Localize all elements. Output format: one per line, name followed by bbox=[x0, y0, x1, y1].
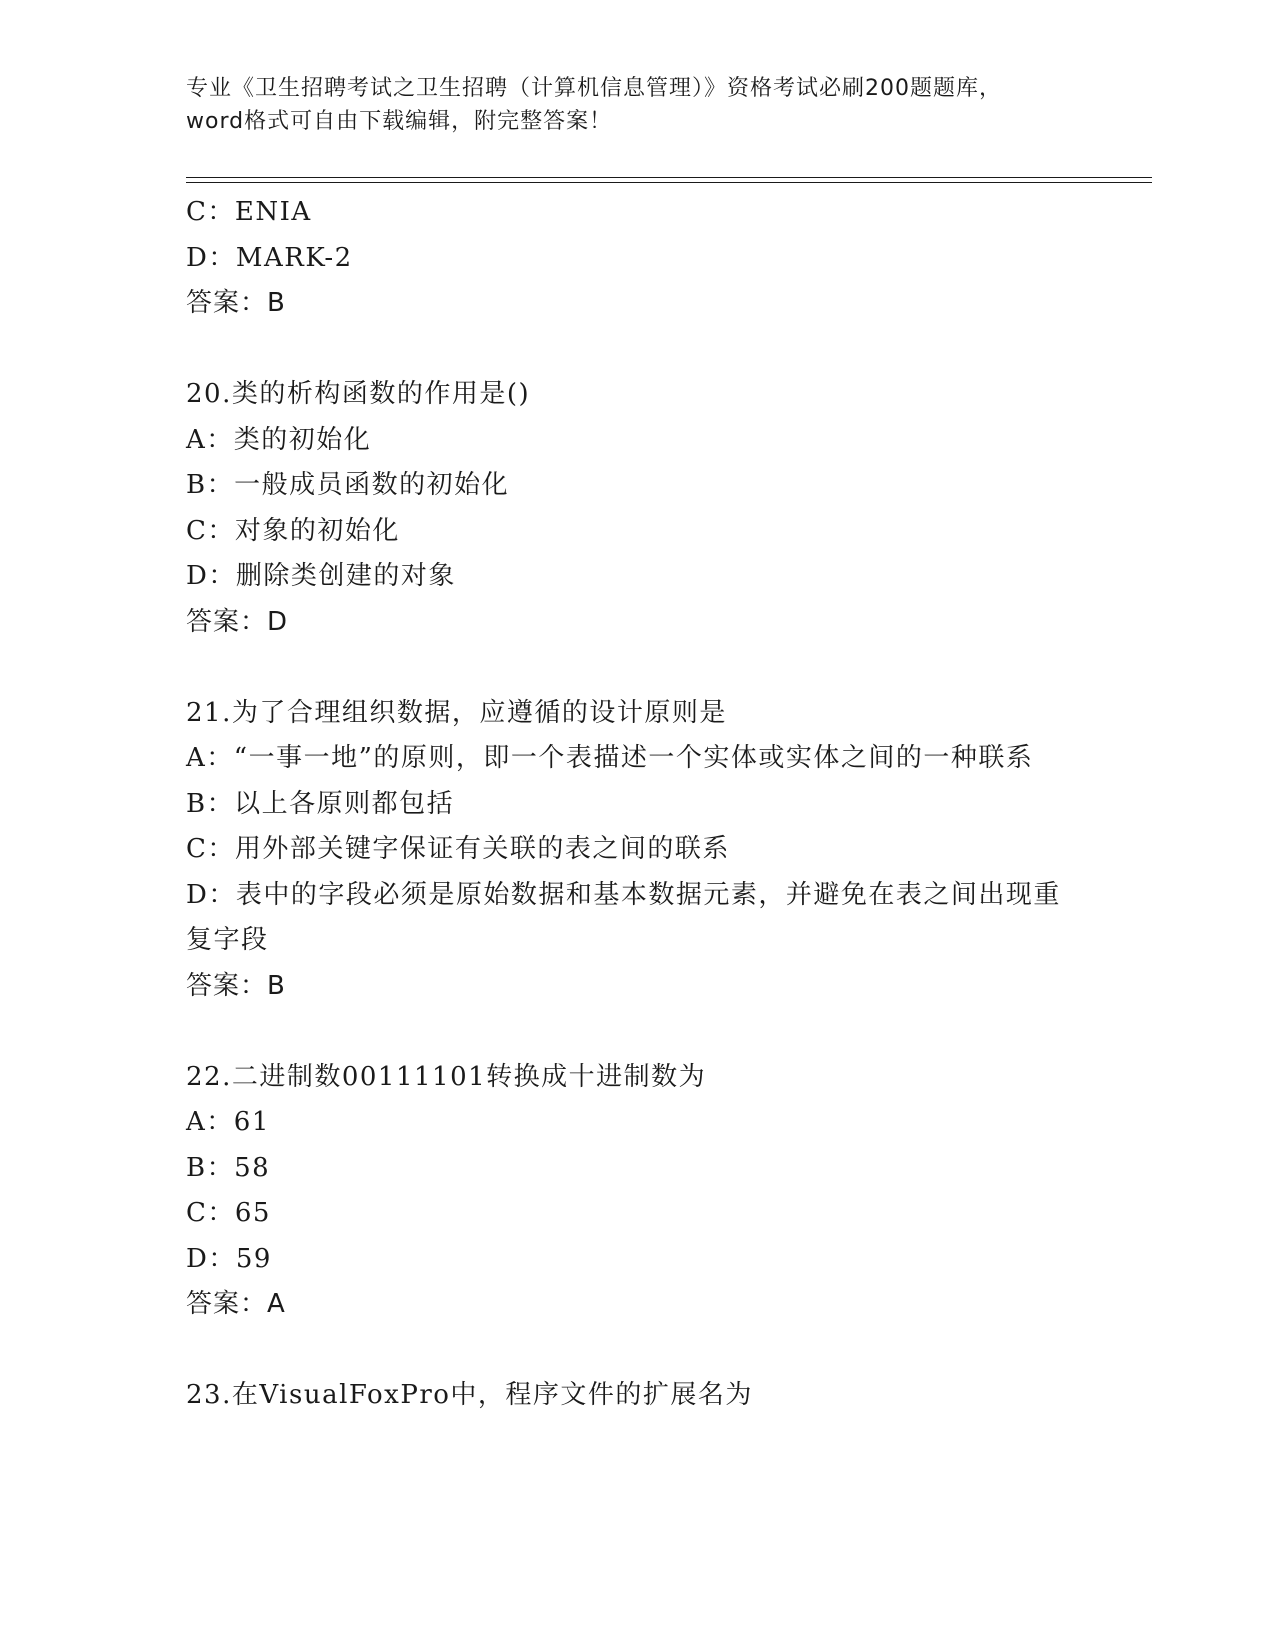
option-b: B：一般成员函数的初始化 bbox=[186, 470, 510, 500]
option-a: A：“一事一地”的原则，即一个表描述一个实体或实体之间的一种联系 bbox=[186, 743, 1034, 773]
option-b: B：58 bbox=[186, 1152, 271, 1183]
header-divider-bottom bbox=[186, 182, 1152, 183]
spacer bbox=[186, 327, 1086, 373]
header-title-line-1: 专业《卫生招聘考试之卫生招聘（计算机信息管理）》资格考试必刷200题题库， bbox=[186, 76, 1002, 101]
question-text: 21.为了合理组织数据，应遵循的设计原则是 bbox=[186, 697, 727, 728]
option-d: D：删除类创建的对象 bbox=[186, 561, 456, 591]
question-text: 22.二进制数00111101转换成十进制数为 bbox=[186, 1061, 707, 1092]
spacer bbox=[186, 645, 1086, 691]
question-block bbox=[186, 691, 1086, 1010]
answer-text: 答案：A bbox=[186, 1289, 286, 1319]
spacer bbox=[186, 1328, 1086, 1374]
question-block bbox=[186, 372, 1086, 645]
option-c: C：65 bbox=[186, 1198, 271, 1228]
option-a: A：类的初始化 bbox=[186, 424, 372, 455]
spacer bbox=[186, 1009, 1086, 1055]
document-header bbox=[186, 72, 1086, 138]
header-divider-top bbox=[186, 177, 1152, 178]
option-c: C：ENIA bbox=[186, 197, 312, 227]
question-block bbox=[186, 1055, 1086, 1328]
option-d: D：59 bbox=[186, 1243, 272, 1274]
question-text: 20.类的析构函数的作用是() bbox=[186, 379, 531, 409]
question-block bbox=[186, 1373, 1086, 1419]
header-title-line-2: word格式可自由下载编辑，附完整答案！ bbox=[186, 109, 613, 134]
option-b: B：以上各原则都包括 bbox=[186, 788, 455, 819]
option-d: D：MARK-2 bbox=[186, 242, 353, 273]
question-block bbox=[186, 190, 1086, 327]
answer-text: 答案：D bbox=[186, 606, 289, 637]
question-text: 23.在VisualFoxPro中，程序文件的扩展名为 bbox=[186, 1380, 753, 1410]
question-list bbox=[186, 190, 1086, 1419]
option-c: C：对象的初始化 bbox=[186, 515, 400, 546]
option-a: A：61 bbox=[186, 1107, 270, 1137]
answer-text: 答案：B bbox=[186, 288, 286, 318]
option-d: D：表中的字段必须是原始数据和基本数据元素，并避免在表之间出现重复字段 bbox=[186, 879, 1061, 955]
answer-text: 答案：B bbox=[186, 970, 286, 1001]
option-c: C：用外部关键字保证有关联的表之间的联系 bbox=[186, 834, 730, 864]
